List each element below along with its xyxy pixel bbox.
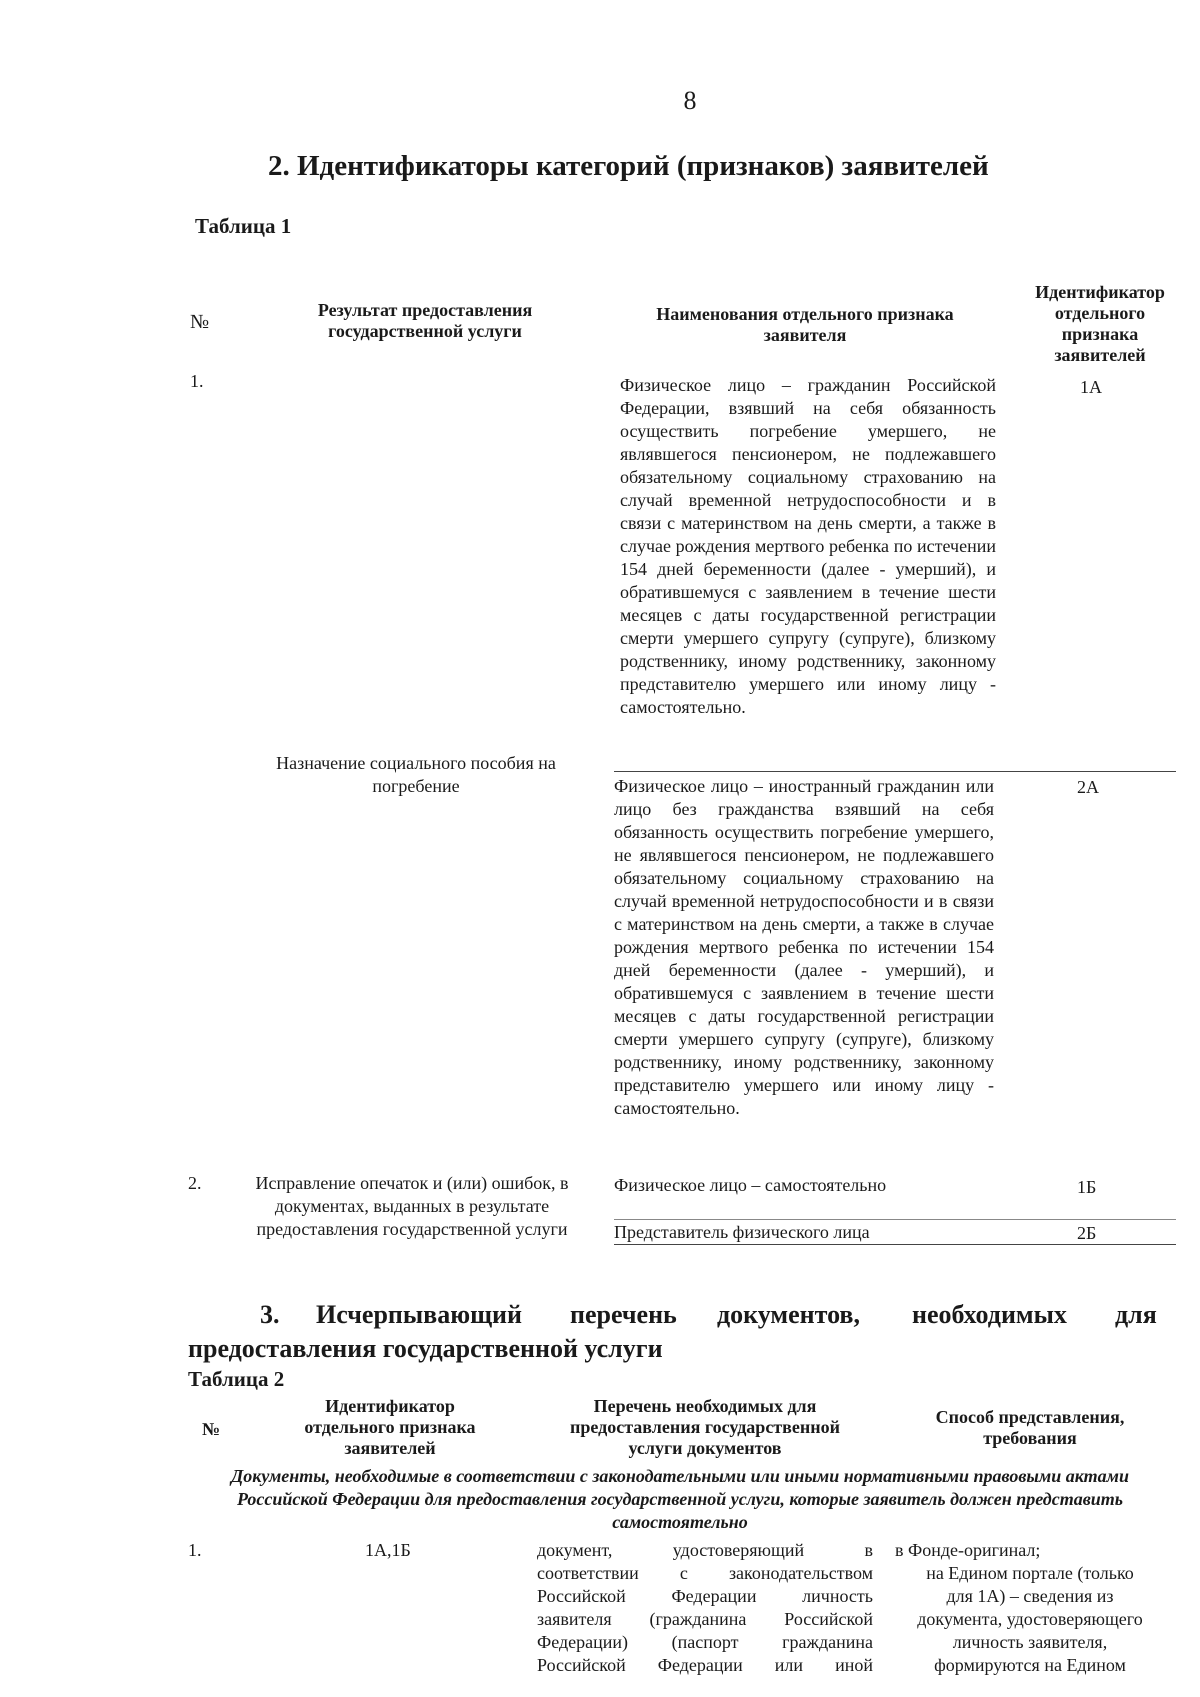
table-1-bottom-line (614, 1244, 1176, 1245)
table-1-row-1-item-1-text: Физическое лицо – гражданин Российской Федерации, взявший на себя обязанность осуществить погребение умершего, не являвшегося пенсионером, не подлежавшего обязательному социальному страхованию на случай временной нетрудоспособности и в связи с материнством на день смерти, а также в случае рождения мертвого ребенка по истечении 154 дней беременности (далее - умерший), и обратившемуся с заявлением в течение шести месяцев с даты государственной регистрации смерти умершего супругу (супруге), близкому родственнику, иному родственнику, законному представителю умершего или иному лицу - самостоятельно. (620, 375, 996, 717)
table-1-header-num: № (190, 311, 210, 333)
section-3-title-word: для (1115, 1300, 1157, 1329)
section-3-title-line-2: предоставления государственной услуги (188, 1334, 663, 1363)
table-2-doc-line: Российской Федерации личность (537, 1586, 873, 1606)
table-2-label: Таблица 2 (188, 1367, 285, 1391)
section-2-title: 2. Идентификаторы категорий (признаков) заявителей (268, 150, 989, 182)
table-2-doc-line: документ, удостоверяющий в (537, 1540, 873, 1560)
table-2-method-line: на Едином портале (только (926, 1563, 1134, 1583)
table-2-header-num: № (202, 1419, 221, 1439)
table-1-row-2-item-1-id: 1Б (1077, 1177, 1097, 1197)
table-2-row-1-docs (537, 1539, 873, 1677)
section-3-title-word: необходимых (912, 1300, 1067, 1329)
table-2-header-id: Идентификатор отдельного признака заявителей (304, 1396, 476, 1458)
table-1-row-2-item-2-id: 2Б (1077, 1223, 1097, 1243)
table-2-header-method: Способ представления, требования (935, 1407, 1125, 1448)
table-2-row-1-num: 1. (188, 1540, 202, 1560)
table-2-doc-line: Российской Федерации или иной (537, 1655, 873, 1675)
page-number: 8 (683, 86, 697, 115)
table-2-row-1-id: 1А,1Б (365, 1540, 411, 1560)
table-1-divider (614, 771, 1176, 772)
section-3-title-num: 3. (260, 1300, 280, 1329)
section-3-title-word: документов, (717, 1300, 860, 1329)
table-2-row-1-method (895, 1539, 1165, 1677)
table-2-doc-line: Федерации) (паспорт гражданина (537, 1632, 873, 1652)
table-1-header-name: Наименования отдельного признака заявителя (656, 304, 954, 345)
section-3-title-word: Исчерпывающий (316, 1300, 523, 1329)
table-1-header-id: Идентификатор отдельного признака заявителей (1035, 282, 1165, 365)
section-3-title-word: перечень (570, 1300, 677, 1329)
table-2-section-note: Документы, необходимые в соответствии с законодательными или иными нормативными правовыми актами Российской Федерации для предоставления государственной услуги, которые заявитель должен представить самостоятельно (231, 1466, 1129, 1532)
table-2-method-line: личность заявителя, (952, 1632, 1108, 1652)
table-2-doc-line: заявителя (гражданина Российской (537, 1609, 873, 1629)
table-2-doc-line: соответствии с законодательством (537, 1563, 873, 1583)
table-2-method-line: формируются на Едином (934, 1655, 1126, 1675)
table-2-method-line: в Фонде-оригинал; (895, 1540, 1041, 1560)
table-1-row-1-result: Назначение социального пособия на погребение (276, 753, 556, 796)
table-1-row-2-num: 2. (188, 1173, 202, 1193)
table-1-header-result: Результат предоставления государственной услуги (317, 300, 533, 341)
table-1-row-1-item-2-text: Физическое лицо – иностранный гражданин или лицо без гражданства взявший на себя обязанность осуществить погребение умершего, не являвшегося пенсионером, не подлежавшего обязательному социальному страхованию на случай временной нетрудоспособности и в связи с материнством на день смерти, а также в случае рождения мертвого ребенка по истечении 154 дней беременности (далее - умерший), и обратившемуся с заявлением в течение шести месяцев с даты государственной регистрации смерти умершего супругу (супруге), близкому родственнику, иному родственнику, законному представителю умершего или иному лицу - самостоятельно. (614, 776, 994, 1118)
table-2-method-line: документа, удостоверяющего (917, 1609, 1143, 1629)
table-1-row-2-result: Исправление опечаток и (или) ошибок, в документах, выданных в результате предоставления государственной услуги (255, 1173, 569, 1239)
table-2-method-line: для 1А) – сведения из (946, 1586, 1114, 1606)
table-1-row-1-num: 1. (190, 371, 204, 391)
table-1-row-2-item-1-text: Физическое лицо – самостоятельно (614, 1175, 887, 1195)
table-2-header-docs: Перечень необходимых для предоставления государственной услуги документов (570, 1396, 840, 1458)
table-1-row-1-item-1-id: 1А (1080, 377, 1102, 397)
table-1-row-2-item-2-text: Представитель физического лица (614, 1222, 870, 1242)
table-1-row-1-item-2-id: 2А (1077, 777, 1099, 797)
table-1-divider (614, 1219, 1176, 1220)
table-1-label: Таблица 1 (195, 214, 292, 238)
